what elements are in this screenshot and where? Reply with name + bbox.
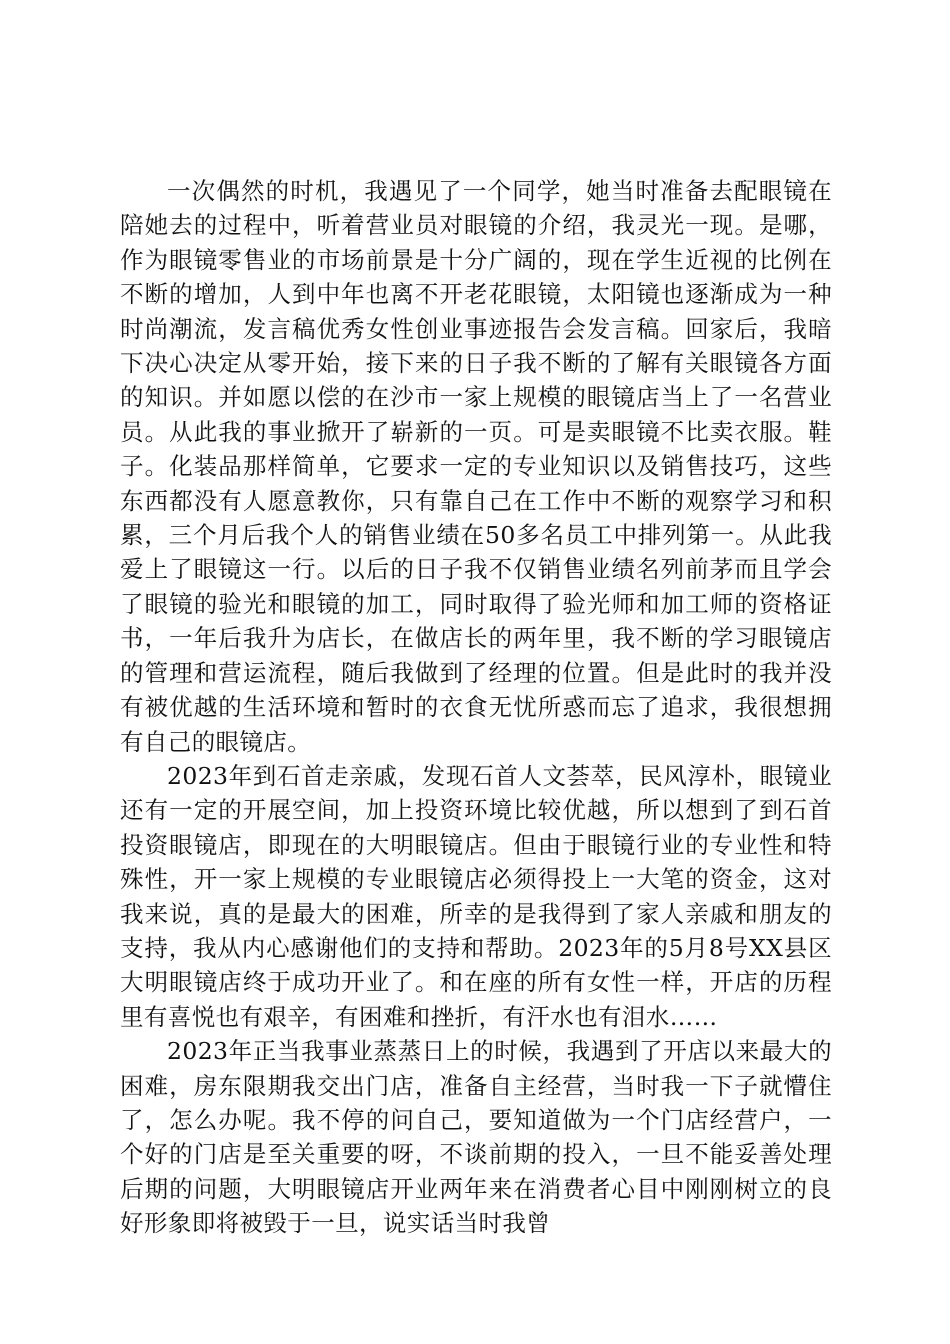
paragraph-3: 2023年正当我事业蒸蒸日上的时候，我遇到了开店以来最大的困难，房东限期我交出门店，准备自主经营，当时我一下子就懵住了，怎么办呢。我不停的问自己，要知道做为一个门店经营户，一个好的门店是至关重要的呀，不谈前期的投入，一旦不能妥善处理后期的问题，大明眼镜店开业两年来在消费者心目中刚刚树立的良好形象即将被毁于一旦，说实话当时我曾 [120,1037,832,1238]
paragraph-1: 一次偶然的时机，我遇见了一个同学，她当时准备去配眼镜在陪她去的过程中，听着营业员对眼镜的介绍，我灵光一现。是哪，作为眼镜零售业的市场前景是十分广阔的，现在学生近视的比例在不断的增加，人到中年也离不开老花眼镜，太阳镜也逐渐成为一种时尚潮流，发言稿优秀女性创业事迹报告会发言稿。回家后，我暗下决心决定从零开始，接下来的日子我不断的了解有关眼镜各方面的知识。并如愿以偿的在沙市一家上规模的眼镜店当上了一名营业员。从此我的事业掀开了崭新的一页。可是卖眼镜不比卖衣服。鞋子。化装品那样简单，它要求一定的专业知识以及销售技巧，这些东西都没有人愿意教你，只有靠自己在工作中不断的观察学习和积累，三个月后我个人的销售业绩在50多名员工中排列第一。从此我爱上了眼镜这一行。以后的日子我不仅销售业绩名列前茅而且学会了眼镜的验光和眼镜的加工，同时取得了验光师和加工师的资格证书，一年后我升为店长，在做店长的两年里，我不断的学习眼镜店的管理和营运流程，随后我做到了经理的位置。但是此时的我并没有被优越的生活环境和暂时的衣食无忧所惑而忘了追求，我很想拥有自己的眼镜店。 [120,177,832,756]
document-body [120,174,832,1241]
paragraph-2: 2023年到石首走亲戚，发现石首人文荟萃，民风淳朴，眼镜业还有一定的开展空间，加上投资环境比较优越，所以想到了到石首投资眼镜店，即现在的大明眼镜店。但由于眼镜行业的专业性和特殊性，开一家上规模的专业眼镜店必须得投上一大笔的资金，这对我来说，真的是最大的困难，所幸的是我得到了家人亲戚和朋友的支持，我从内心感谢他们的支持和帮助。2023年的5月8号XX县区大明眼镜店终于成功开业了。和在座的所有女性一样，开店的历程里有喜悦也有艰辛，有困难和挫折，有汗水也有泪水…… [120,761,832,1031]
